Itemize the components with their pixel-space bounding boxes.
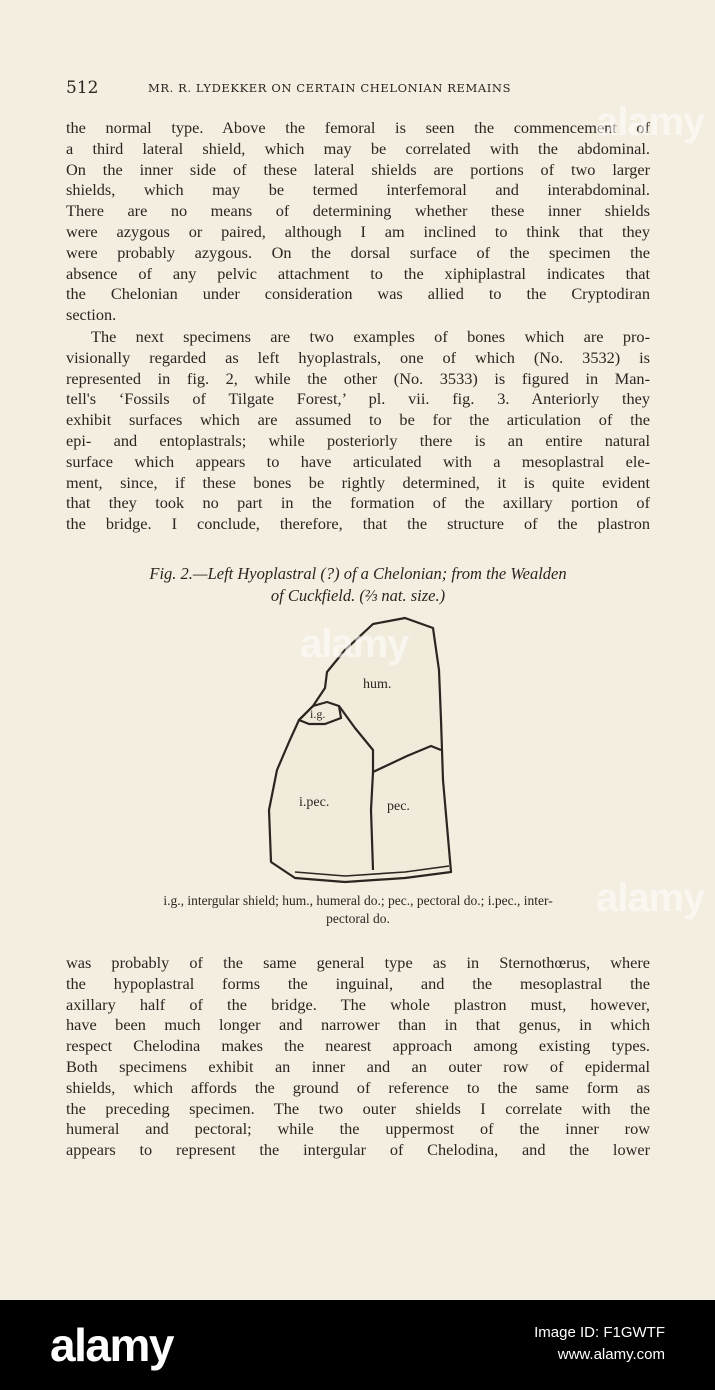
image-id-block	[534, 1322, 665, 1366]
text-line: surface which appears to have articulated with a mesoplastral ele-	[66, 451, 650, 471]
watermark-bar	[0, 1300, 715, 1390]
running-title: MR. R. LYDEKKER ON CERTAIN CHELONIAN REMAINS	[148, 81, 512, 95]
label-pec: pec.	[387, 799, 410, 814]
figure-caption	[66, 563, 650, 607]
paragraph-1	[66, 118, 650, 326]
text-line: the Chelonian under consideration was allied to the Cryptodiran	[66, 284, 650, 304]
text-line: epi- and entoplastrals; while posteriorly there is an entire natural	[66, 430, 650, 450]
text-line: exhibit surfaces which are assumed to be for the articulation of the	[66, 410, 650, 430]
figure-legend	[66, 892, 650, 928]
paragraph-2	[66, 327, 650, 535]
paragraph-3	[66, 953, 650, 1161]
text-line: axillary half of the bridge. The whole plastron must, however,	[66, 994, 650, 1014]
watermark-logo: alamy	[300, 622, 409, 666]
alamy-logo: alamy	[50, 1319, 173, 1371]
text-line: absence of any pelvic attachment to the xiphiplastral indicates that	[66, 263, 650, 283]
label-ipec: i.pec.	[299, 795, 330, 810]
text-line: the normal type. Above the femoral is seen the commencement of	[66, 118, 650, 137]
text-line: the bridge. I conclude, therefore, that the structure of the plastron	[66, 514, 650, 534]
label-hum: hum.	[363, 677, 392, 692]
figure-caption-line: of Cuckfield. (⅔ nat. size.)	[270, 586, 446, 605]
image-url: www.alamy.com	[557, 1346, 665, 1363]
text-line: shields, which may be termed interfemoral and interabdominal.	[66, 180, 650, 200]
text-line: Both specimens exhibit an inner and an outer row of epidermal	[66, 1056, 650, 1076]
text-line: On the inner side of these lateral shields are portions of two larger	[66, 159, 650, 179]
text-line: were probably azygous. On the dorsal surface of the specimen the	[66, 242, 650, 262]
text-line: represented in fig. 2, while the other (No. 3533) is figured in Man-	[66, 368, 650, 388]
text-line: the hypoplastral forms the inguinal, and the mesoplastral the	[66, 973, 650, 993]
text-line: section.	[66, 305, 117, 325]
watermark-logo: alamy	[596, 100, 705, 144]
text-line: that they took no part in the formation of the axillary portion of	[66, 493, 650, 513]
page-header	[66, 78, 650, 100]
watermark-logo: alamy	[596, 876, 705, 920]
text-line: were azygous or paired, although I am inclined to think that they	[66, 221, 650, 241]
text-line: There are no means of determining whether these inner shields	[66, 201, 650, 221]
figure-legend-line: i.g., intergular shield; hum., humeral do.; pec., pectoral do.; i.pec., inter-	[163, 893, 553, 908]
image-id: Image ID: F1GWTF	[534, 1324, 665, 1341]
text-line: visionally regarded as left hyoplastrals, one of which (No. 3532) is	[66, 347, 650, 367]
text-line: shields, which affords the ground of reference to the same form as	[66, 1077, 650, 1097]
text-line: The next specimens are two examples of bones which are pro-	[91, 327, 650, 346]
text-line: tell's ‘Fossils of Tilgate Forest,’ pl. vii. fig. 3. Anteriorly they	[66, 389, 650, 409]
text-line: appears to represent the intergular of Chelodina, and the lower	[66, 1140, 650, 1160]
text-line: was probably of the same general type as in Sternothœrus, where	[66, 953, 650, 972]
text-line: respect Chelodina makes the nearest approach among existing types.	[66, 1036, 650, 1056]
figure-caption-line: Fig. 2.—Left Hyoplastral (?) of a Chelonian; from the Wealden	[149, 564, 567, 583]
page-number: 512	[66, 78, 99, 98]
text-line: the preceding specimen. The two outer shields I correlate with the	[66, 1098, 650, 1118]
label-ig: i.g.	[310, 707, 326, 721]
figure-legend-line: pectoral do.	[326, 911, 390, 926]
text-line: humeral and pectoral; while the uppermost of the inner row	[66, 1119, 650, 1139]
text-line: ment, since, if these bones be rightly determined, it is quite evident	[66, 472, 650, 492]
text-line: have been much longer and narrower than in that genus, in which	[66, 1015, 650, 1035]
text-line: a third lateral shield, which may be correlated with the abdominal.	[66, 138, 650, 158]
